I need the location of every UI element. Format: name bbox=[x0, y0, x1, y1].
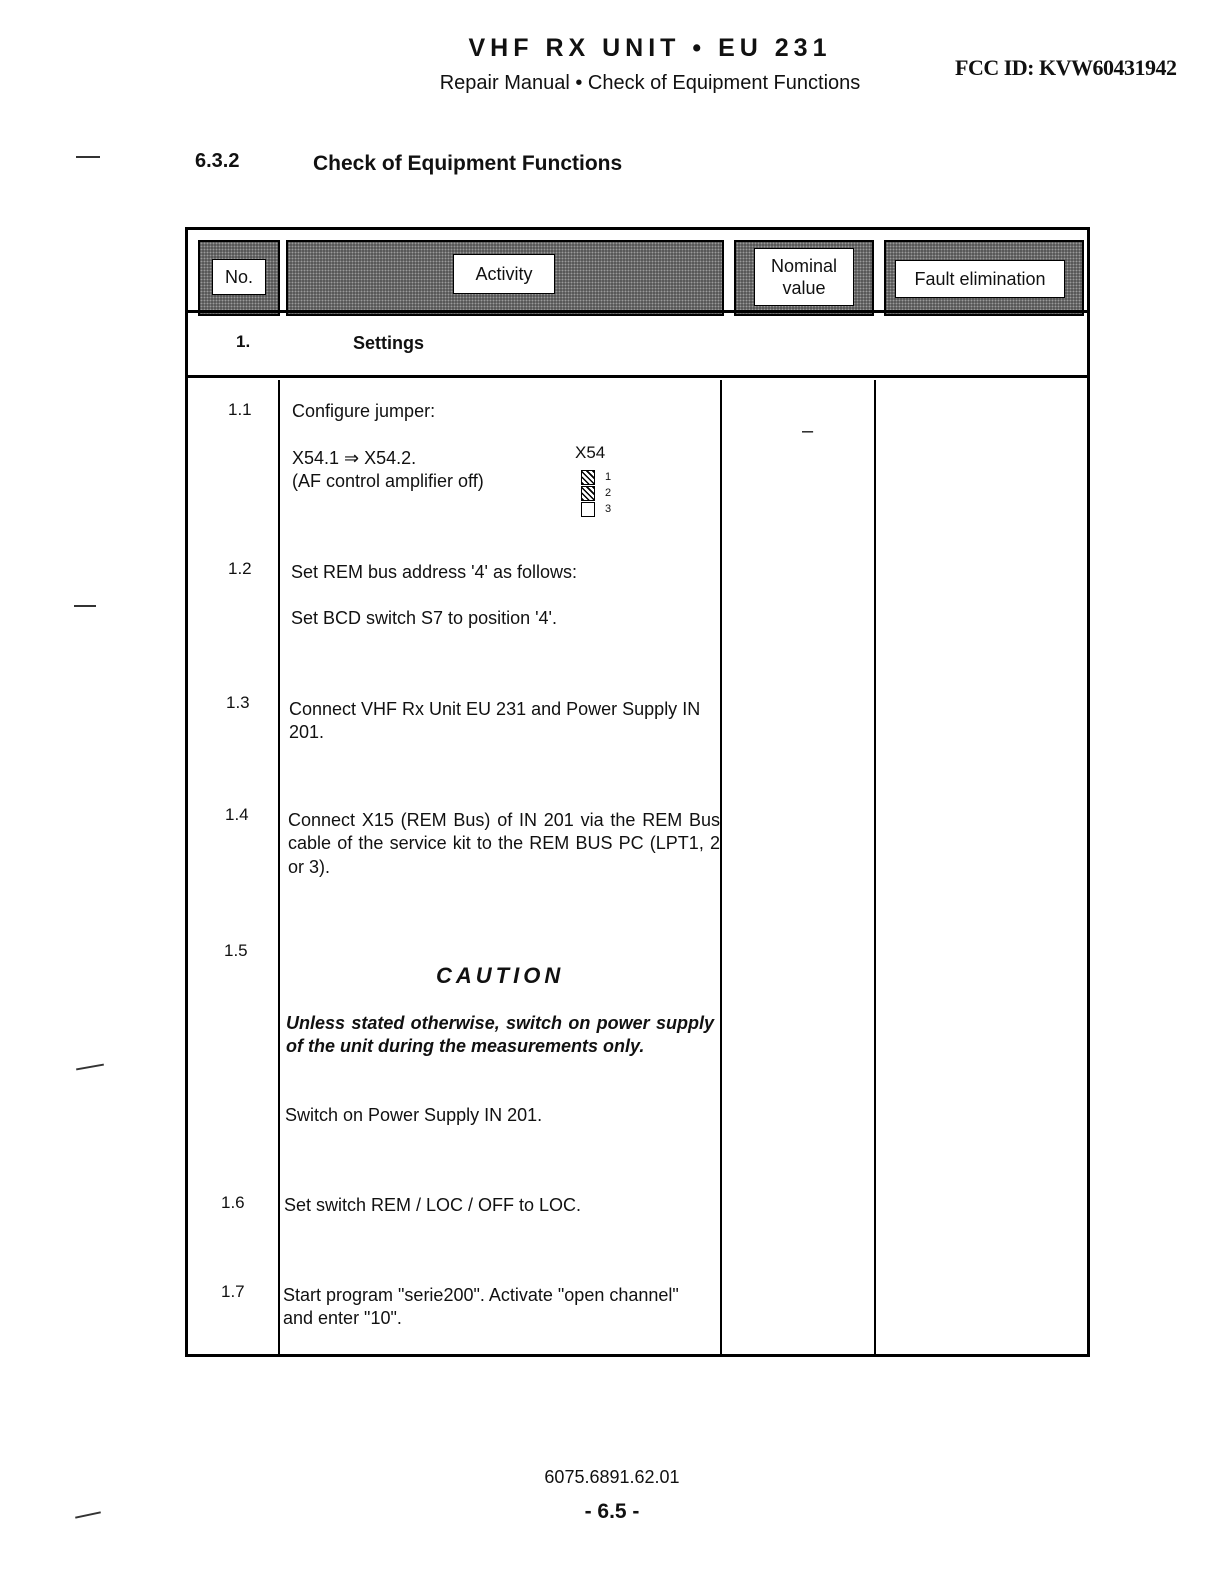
row-number: 1.2 bbox=[228, 559, 252, 578]
margin-mark bbox=[76, 1064, 104, 1071]
table-rule bbox=[188, 375, 1087, 378]
pin-number: 3 bbox=[605, 503, 612, 515]
column-divider bbox=[278, 380, 280, 1354]
section-number: 6.3.2 bbox=[195, 150, 240, 172]
header-cell-activity bbox=[286, 240, 724, 316]
row-text: Configure jumper: bbox=[292, 401, 436, 421]
row-text: Set BCD switch S7 to position '4'. bbox=[291, 608, 557, 628]
row-text: (AF control amplifier off) bbox=[292, 471, 484, 491]
caution-heading: CAUTION bbox=[436, 963, 565, 988]
document-title: VHF RX UNIT • EU 231 bbox=[468, 34, 832, 62]
row-number: 1.1 bbox=[228, 400, 252, 419]
margin-mark bbox=[76, 156, 100, 158]
row-text: Set switch REM / LOC / OFF to LOC. bbox=[284, 1195, 582, 1215]
document-number: 6075.6891.62.01 bbox=[544, 1467, 680, 1487]
section-title: Check of Equipment Functions bbox=[313, 152, 623, 175]
row-text: X54.1 ⇒ X54.2. bbox=[292, 448, 417, 468]
column-divider bbox=[720, 380, 722, 1354]
table-rule bbox=[188, 310, 1087, 313]
row-number: 1.7 bbox=[221, 1282, 245, 1301]
row-text: Start program "serie200". Activate "open channel" and enter "10". bbox=[283, 1285, 679, 1329]
jumper-pin-1 bbox=[581, 470, 595, 485]
header-cell-nominal bbox=[734, 240, 874, 316]
row-text: Connect VHF Rx Unit EU 231 and Power Supply IN 201. bbox=[289, 699, 701, 743]
row-number: 1.6 bbox=[221, 1193, 245, 1212]
pin-number: 2 bbox=[605, 487, 612, 499]
column-divider bbox=[874, 380, 876, 1354]
page-number: - 6.5 - bbox=[584, 1500, 640, 1523]
row-number: 1.4 bbox=[225, 805, 249, 824]
jumper-label: X54 bbox=[575, 443, 606, 462]
row-text: Switch on Power Supply IN 201. bbox=[285, 1105, 543, 1125]
header-cell-no bbox=[198, 240, 280, 316]
jumper-pin-3 bbox=[581, 502, 595, 517]
group-number: 1. bbox=[236, 332, 251, 351]
header-fault: Fault elimination bbox=[895, 260, 1065, 298]
document-subtitle: Repair Manual • Check of Equipment Functions bbox=[439, 72, 861, 94]
check-table bbox=[185, 227, 1090, 1357]
nominal-value: – bbox=[802, 420, 814, 442]
header-no: No. bbox=[212, 259, 266, 295]
row-number: 1.3 bbox=[226, 693, 250, 712]
row-number: 1.5 bbox=[224, 941, 248, 960]
group-title: Settings bbox=[353, 333, 425, 353]
header-activity: Activity bbox=[453, 254, 555, 294]
row-text: Connect X15 (REM Bus) of IN 201 via the REM Bus cable of the service kit to the REM BUS PC (LPT1, 2 or 3). bbox=[288, 810, 720, 877]
jumper-pin-2 bbox=[581, 486, 595, 501]
header-cell-fault bbox=[884, 240, 1084, 316]
caution-text: Unless stated otherwise, switch on power supply of the unit during the measurements only. bbox=[286, 1013, 714, 1057]
row-text: Set REM bus address '4' as follows: bbox=[291, 562, 577, 582]
fcc-id: FCC ID: KVW60431942 bbox=[955, 55, 1177, 80]
header-nominal: Nominal value bbox=[754, 248, 854, 306]
margin-mark bbox=[74, 605, 96, 607]
pin-number: 1 bbox=[605, 471, 612, 483]
